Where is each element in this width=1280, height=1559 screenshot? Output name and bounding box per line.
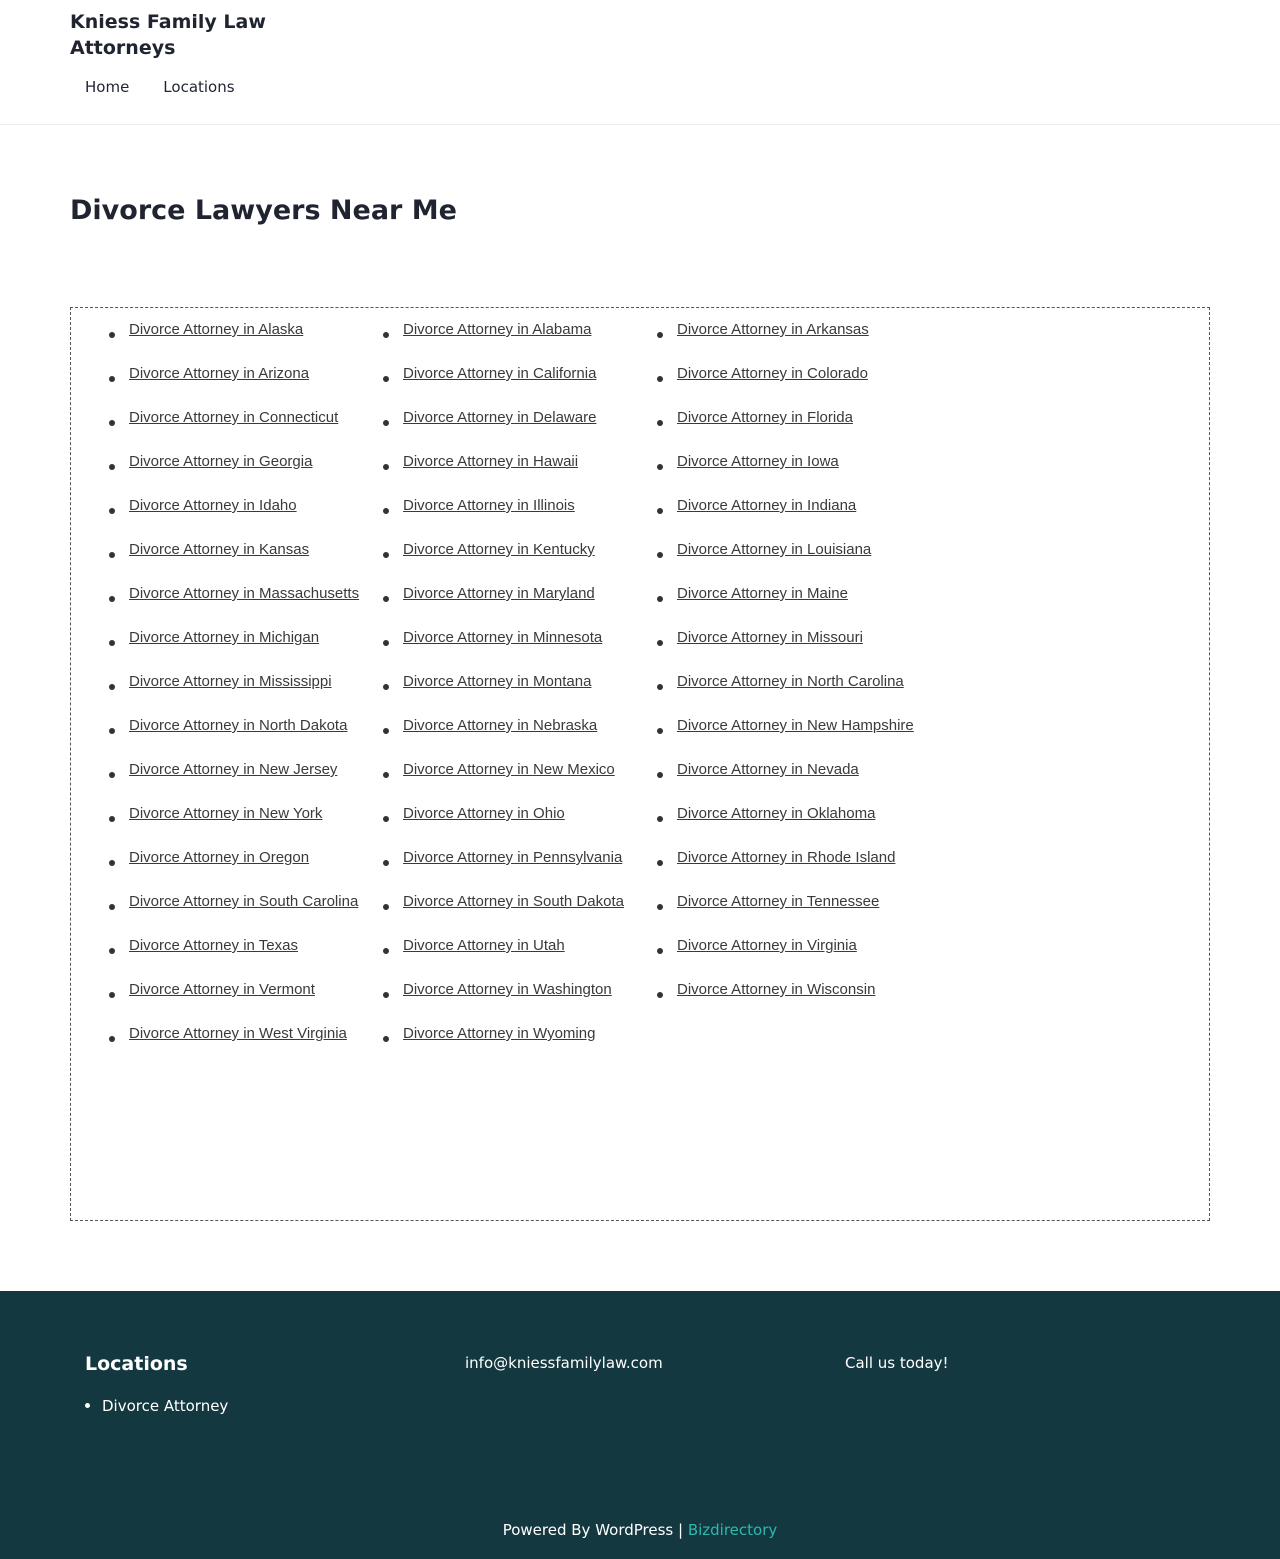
- bullet-icon: [657, 684, 663, 690]
- state-list-item: [108, 714, 382, 758]
- state-list-item: [108, 1022, 382, 1066]
- state-link[interactable]: Divorce Attorney in Texas: [129, 937, 298, 954]
- footer-theme-link[interactable]: Bizdirectory: [687, 1521, 778, 1539]
- bullet-icon: [383, 420, 389, 426]
- state-list-item: [656, 978, 930, 1022]
- state-link[interactable]: Divorce Attorney in New Mexico: [403, 761, 615, 778]
- state-link[interactable]: Divorce Attorney in New York: [129, 805, 323, 822]
- state-link[interactable]: Divorce Attorney in West Virginia: [129, 1025, 347, 1042]
- state-list-item: [382, 802, 656, 846]
- bullet-icon: [109, 684, 115, 690]
- bullet-icon: [383, 860, 389, 866]
- state-list-item: [656, 362, 930, 406]
- state-link[interactable]: Divorce Attorney in Arizona: [129, 365, 310, 382]
- bullet-icon: [383, 816, 389, 822]
- state-link[interactable]: Divorce Attorney in California: [403, 365, 597, 382]
- state-link[interactable]: Divorce Attorney in Utah: [403, 937, 565, 954]
- state-link[interactable]: Divorce Attorney in Maine: [677, 585, 848, 602]
- state-links-grid: [108, 318, 930, 1066]
- bullet-icon: [383, 992, 389, 998]
- state-list-item: [108, 406, 382, 450]
- bullet-icon: [383, 904, 389, 910]
- state-link[interactable]: Divorce Attorney in Vermont: [129, 981, 315, 998]
- state-link[interactable]: Divorce Attorney in Wisconsin: [677, 981, 876, 998]
- footer-locations-widget: [85, 1351, 228, 1417]
- state-list-item: [108, 758, 382, 802]
- state-link[interactable]: Divorce Attorney in Michigan: [129, 629, 320, 646]
- state-link[interactable]: Divorce Attorney in Kansas: [129, 541, 310, 558]
- nav-home[interactable]: Home: [85, 78, 130, 96]
- bullet-icon: [383, 376, 389, 382]
- bullet-icon: [109, 816, 115, 822]
- state-link[interactable]: Divorce Attorney in South Carolina: [129, 893, 359, 910]
- bullet-icon: [109, 420, 115, 426]
- bullet-icon: [657, 948, 663, 954]
- state-link[interactable]: Divorce Attorney in Delaware: [403, 409, 597, 426]
- bullet-icon: [109, 904, 115, 910]
- page-title: Divorce Lawyers Near Me: [70, 195, 457, 226]
- state-list-item: [382, 714, 656, 758]
- bullet-icon: [383, 596, 389, 602]
- state-link[interactable]: Divorce Attorney in Virginia: [677, 937, 857, 954]
- footer-email[interactable]: info@kniessfamilylaw.com: [465, 1354, 663, 1372]
- bullet-icon: [109, 640, 115, 646]
- state-link[interactable]: Divorce Attorney in Rhode Island: [677, 849, 896, 866]
- state-link[interactable]: Divorce Attorney in Illinois: [403, 497, 575, 514]
- nav-locations[interactable]: Locations: [163, 78, 235, 96]
- state-link[interactable]: Divorce Attorney in Arkansas: [677, 321, 869, 338]
- state-list-item: [382, 934, 656, 978]
- bullet-icon: [383, 728, 389, 734]
- bullet-icon: [383, 464, 389, 470]
- bullet-icon: [109, 376, 115, 382]
- state-list-item: [656, 318, 930, 362]
- state-link[interactable]: Divorce Attorney in Louisiana: [677, 541, 872, 558]
- state-list-item: [656, 758, 930, 802]
- state-link[interactable]: Divorce Attorney in Maryland: [403, 585, 595, 602]
- footer-powered-text: Powered By WordPress |: [502, 1521, 688, 1539]
- state-list-item: [108, 582, 382, 626]
- bullet-icon: [657, 860, 663, 866]
- bullet-icon: [657, 904, 663, 910]
- state-link[interactable]: Divorce Attorney in Alabama: [403, 321, 592, 338]
- state-link[interactable]: Divorce Attorney in Idaho: [129, 497, 297, 514]
- bullet-icon: [657, 640, 663, 646]
- state-link[interactable]: Divorce Attorney in New Jersey: [129, 761, 338, 778]
- bullet-icon: [109, 596, 115, 602]
- bullet-icon: [657, 992, 663, 998]
- state-list-item: [382, 758, 656, 802]
- bullet-icon: [657, 376, 663, 382]
- state-link[interactable]: Divorce Attorney in Minnesota: [403, 629, 603, 646]
- bullet-icon: [657, 772, 663, 778]
- bullet-icon: [109, 860, 115, 866]
- state-list-item: [656, 714, 930, 758]
- state-list-item: [108, 670, 382, 714]
- footer-location-item[interactable]: Divorce Attorney: [85, 1395, 228, 1417]
- state-link[interactable]: Divorce Attorney in South Dakota: [403, 893, 624, 910]
- state-list-item: [108, 846, 382, 890]
- state-link[interactable]: Divorce Attorney in Missouri: [677, 629, 863, 646]
- state-link[interactable]: Divorce Attorney in North Carolina: [677, 673, 904, 690]
- state-list-item: [656, 890, 930, 934]
- state-link[interactable]: Divorce Attorney in Indiana: [677, 497, 857, 514]
- state-link[interactable]: Divorce Attorney in Mississippi: [129, 673, 332, 690]
- bullet-icon: [383, 508, 389, 514]
- bullet-icon: [657, 728, 663, 734]
- state-list-item: [382, 890, 656, 934]
- bullet-icon: [109, 464, 115, 470]
- state-list-item: [382, 406, 656, 450]
- bullet-icon: [109, 332, 115, 338]
- state-list-item: [382, 318, 656, 362]
- state-list-item: [656, 626, 930, 670]
- state-list-item: [382, 626, 656, 670]
- state-list-item: [108, 802, 382, 846]
- state-list-item: [108, 494, 382, 538]
- state-link[interactable]: Divorce Attorney in Montana: [403, 673, 592, 690]
- bullet-icon: [109, 992, 115, 998]
- state-links-box: [70, 307, 1210, 1221]
- state-list-item: [108, 934, 382, 978]
- state-list-item: [108, 362, 382, 406]
- state-list-item: [382, 846, 656, 890]
- state-list-item: [108, 890, 382, 934]
- state-link[interactable]: Divorce Attorney in Massachusetts: [129, 585, 360, 602]
- state-link[interactable]: Divorce Attorney in Georgia: [129, 453, 313, 470]
- bullet-icon: [383, 552, 389, 558]
- bullet-icon: [109, 552, 115, 558]
- bullet-icon: [657, 332, 663, 338]
- state-link[interactable]: Divorce Attorney in Ohio: [403, 805, 565, 822]
- bullet-icon: [657, 596, 663, 602]
- state-list-item: [108, 318, 382, 362]
- state-link[interactable]: Divorce Attorney in Wyoming: [403, 1025, 596, 1042]
- state-link[interactable]: Divorce Attorney in Kentucky: [403, 541, 595, 558]
- state-list-item: [108, 978, 382, 1022]
- state-link[interactable]: Divorce Attorney in Alaska: [129, 321, 304, 338]
- state-list-item: [656, 802, 930, 846]
- footer-call-text: Call us today!: [845, 1354, 949, 1372]
- state-link[interactable]: Divorce Attorney in Pennsylvania: [403, 849, 623, 866]
- site-header: [0, 0, 1280, 125]
- bullet-icon: [657, 420, 663, 426]
- bullet-icon: [657, 816, 663, 822]
- bullet-icon: [109, 1036, 115, 1042]
- state-list-item: [382, 978, 656, 1022]
- site-title[interactable]: Kniess Family Law Attorneys: [70, 11, 266, 59]
- state-link[interactable]: Divorce Attorney in Iowa: [677, 453, 839, 470]
- state-link[interactable]: Divorce Attorney in Colorado: [677, 365, 868, 382]
- state-link[interactable]: Divorce Attorney in Tennessee: [677, 893, 880, 910]
- bullet-icon: [109, 728, 115, 734]
- state-list-item: [382, 538, 656, 582]
- main-nav: [85, 76, 235, 98]
- state-list-item: [382, 582, 656, 626]
- state-list-item: [656, 582, 930, 626]
- bullet-icon: [109, 508, 115, 514]
- state-list-item: [656, 538, 930, 582]
- state-list-item: [382, 1022, 656, 1066]
- bullet-icon: [383, 1036, 389, 1042]
- bullet-icon: [383, 772, 389, 778]
- bullet-icon: [383, 684, 389, 690]
- state-link[interactable]: Divorce Attorney in New Hampshire: [677, 717, 914, 734]
- site-footer: [0, 1291, 1280, 1559]
- bullet-icon: [383, 640, 389, 646]
- state-list-item: [656, 934, 930, 978]
- state-list-item: [108, 626, 382, 670]
- state-list-item: [382, 670, 656, 714]
- bullet-icon: [657, 508, 663, 514]
- state-list-item: [656, 494, 930, 538]
- state-list-item: [108, 538, 382, 582]
- state-list-item: [656, 670, 930, 714]
- state-link[interactable]: Divorce Attorney in Nevada: [677, 761, 859, 778]
- bullet-icon: [109, 948, 115, 954]
- state-list-item: [108, 450, 382, 494]
- state-link[interactable]: Divorce Attorney in Connecticut: [129, 409, 339, 426]
- state-list-item: [656, 406, 930, 450]
- footer-credits: [0, 1519, 1280, 1541]
- bullet-icon: [109, 772, 115, 778]
- state-list-item: [382, 494, 656, 538]
- state-list-item: [382, 450, 656, 494]
- state-link[interactable]: Divorce Attorney in Washington: [403, 981, 612, 998]
- state-link[interactable]: Divorce Attorney in Nebraska: [403, 717, 598, 734]
- bullet-icon: [383, 332, 389, 338]
- footer-locations-list: [85, 1395, 228, 1417]
- bullet-icon: [383, 948, 389, 954]
- state-list-item: [656, 450, 930, 494]
- bullet-icon: [657, 552, 663, 558]
- state-list-item: [382, 362, 656, 406]
- state-link[interactable]: Divorce Attorney in Oregon: [129, 849, 310, 866]
- state-link[interactable]: Divorce Attorney in Oklahoma: [677, 805, 876, 822]
- state-link[interactable]: Divorce Attorney in North Dakota: [129, 717, 348, 734]
- state-link[interactable]: Divorce Attorney in Florida: [677, 409, 853, 426]
- state-link[interactable]: Divorce Attorney in Hawaii: [403, 453, 579, 470]
- bullet-icon: [657, 464, 663, 470]
- footer-locations-heading: Locations: [85, 1353, 188, 1375]
- state-list-item: [656, 846, 930, 890]
